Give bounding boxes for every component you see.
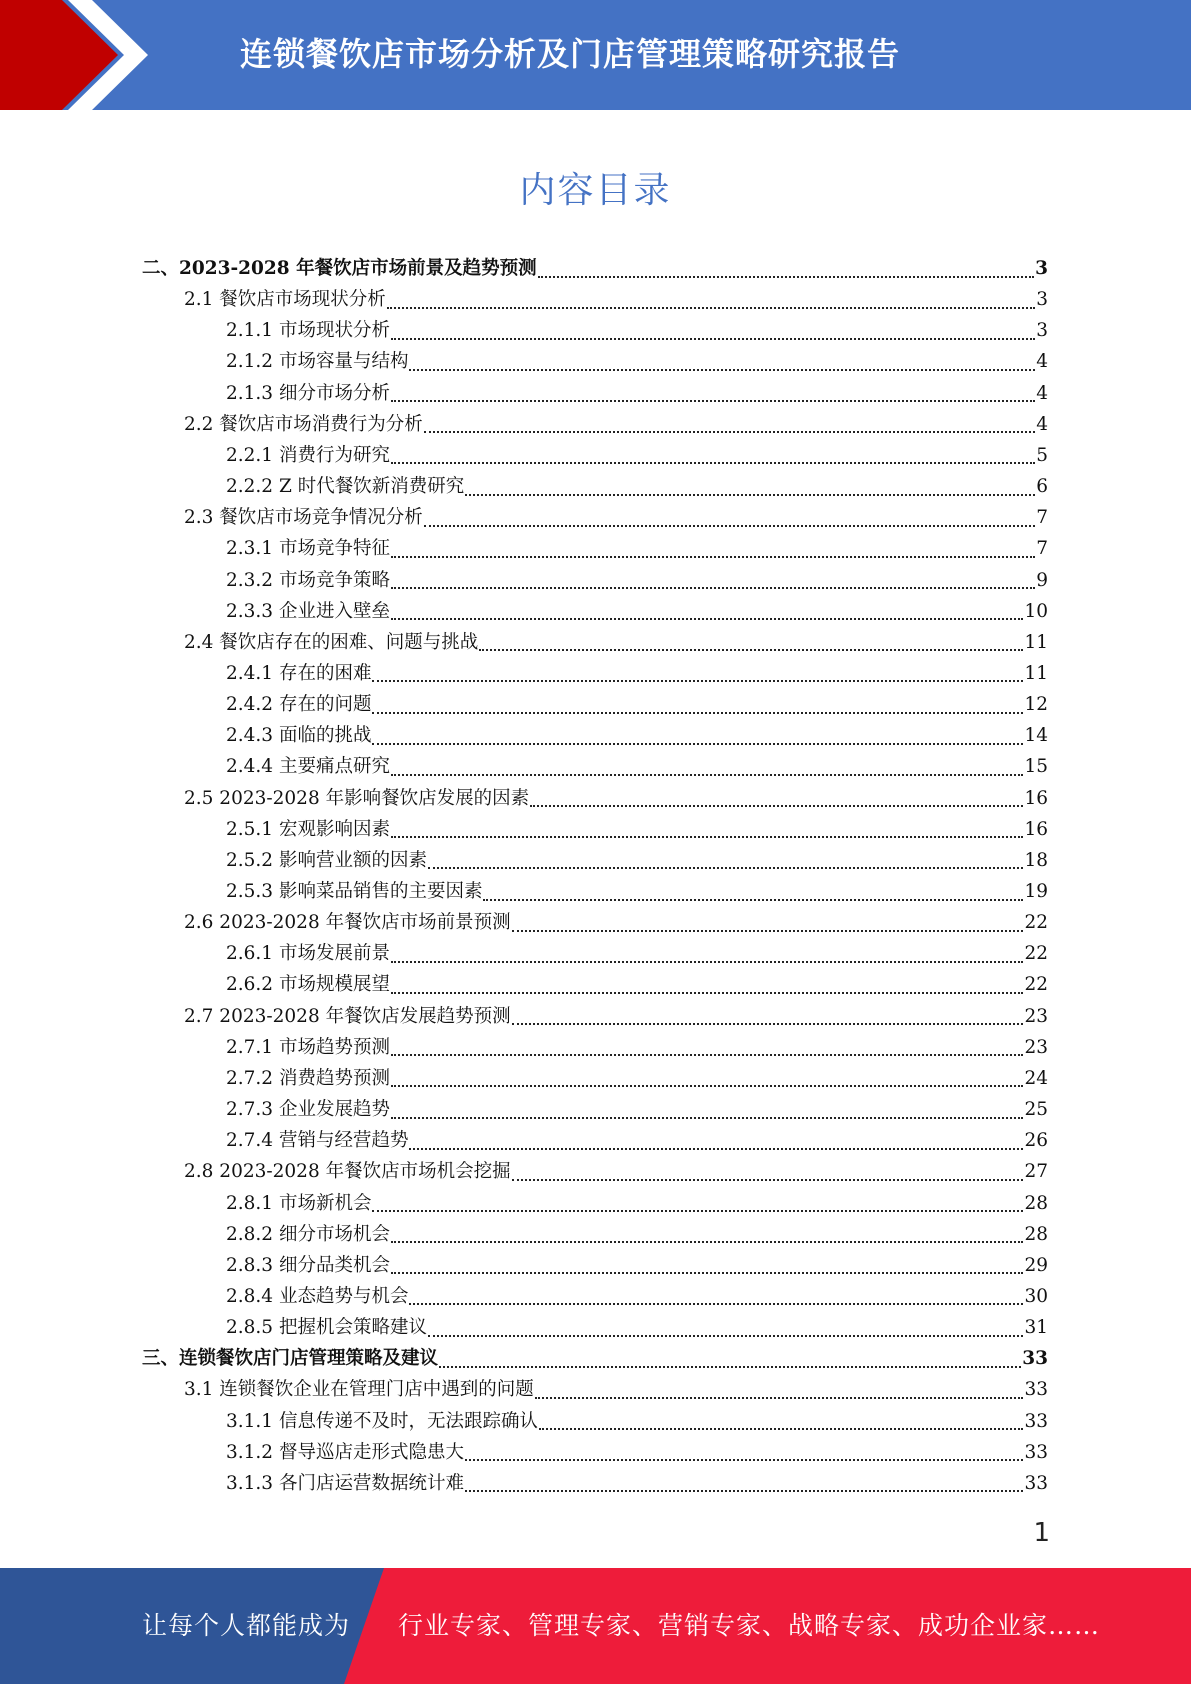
toc-entry[interactable] <box>184 783 1048 814</box>
toc-entry-label: 3.1.2 督导巡店走形式隐患大 <box>226 1441 464 1463</box>
toc-entry-label: 2.5.2 影响营业额的因素 <box>226 849 427 871</box>
toc-entry-page: 7 <box>1036 538 1048 560</box>
toc-entry-label: 3.1.3 各门店运营数据统计难 <box>226 1472 464 1494</box>
toc-entry-label: 2.7.3 企业发展趋势 <box>226 1099 390 1121</box>
toc-entry-page: 23 <box>1024 1005 1048 1027</box>
toc-entry-page: 22 <box>1024 912 1048 934</box>
toc-entry-label: 2.2 餐饮店市场消费行为分析 <box>184 413 423 435</box>
toc-entry[interactable] <box>184 907 1048 938</box>
toc-entry-label: 2.8.4 业态趋势与机会 <box>226 1285 409 1307</box>
toc-dot-leader <box>387 307 1035 309</box>
toc-entry-page: 33 <box>1024 1441 1048 1463</box>
toc-entry[interactable] <box>226 689 1048 720</box>
toc-dot-leader <box>512 930 1024 932</box>
toc-dot-leader <box>465 1459 1023 1461</box>
toc-entry[interactable] <box>184 284 1048 315</box>
toc-entry[interactable] <box>142 253 1048 284</box>
toc-entry-label: 2.1.2 市场容量与结构 <box>226 351 409 373</box>
toc-entry-label: 2.8.1 市场新机会 <box>226 1192 372 1214</box>
toc-dot-leader <box>372 1210 1023 1212</box>
toc-dot-leader <box>391 587 1035 589</box>
toc-entry-label: 2.6.2 市场规模展望 <box>226 974 390 996</box>
toc-entry[interactable] <box>226 1250 1048 1281</box>
toc-dot-leader <box>424 525 1035 527</box>
toc-entry-label: 2.8.5 把握机会策略建议 <box>226 1317 427 1339</box>
toc-entry[interactable] <box>226 814 1048 845</box>
toc-entry-page: 33 <box>1022 1348 1048 1370</box>
toc-dot-leader <box>439 1366 1021 1368</box>
toc-entry-page: 7 <box>1036 507 1048 529</box>
toc-entry-page: 16 <box>1024 787 1048 809</box>
toc-entry-label: 2.7.1 市场趋势预测 <box>226 1036 390 1058</box>
toc-entry-label: 2.8.2 细分市场机会 <box>226 1223 390 1245</box>
toc-entry-label: 2.8.3 细分品类机会 <box>226 1254 390 1276</box>
toc-entry[interactable] <box>226 346 1048 377</box>
toc-dot-leader <box>391 1241 1023 1243</box>
report-title: 连锁餐饮店市场分析及门店管理策略研究报告 <box>240 35 901 73</box>
toc-entry-label: 2.4.3 面临的挑战 <box>226 725 372 747</box>
toc-entry[interactable] <box>226 596 1048 627</box>
header-chevron-decoration <box>0 0 160 110</box>
toc-entry-label: 3.1.1 信息传递不及时，无法跟踪确认 <box>226 1410 538 1432</box>
toc-entry[interactable] <box>226 565 1048 596</box>
toc-entry-page: 14 <box>1024 725 1048 747</box>
toc-entry-page: 28 <box>1024 1223 1048 1245</box>
toc-entry[interactable] <box>226 1312 1048 1343</box>
toc-entry-label: 2.2.1 消费行为研究 <box>226 444 390 466</box>
toc-entry[interactable] <box>226 658 1048 689</box>
toc-dot-leader <box>465 1490 1023 1492</box>
toc-entry[interactable] <box>226 1032 1048 1063</box>
toc-entry-page: 22 <box>1024 943 1048 965</box>
toc-entry[interactable] <box>226 876 1048 907</box>
toc-entry-label: 2.4.1 存在的困难 <box>226 662 372 684</box>
toc-dot-leader <box>483 899 1023 901</box>
toc-entry-page: 15 <box>1024 756 1048 778</box>
toc-dot-leader <box>391 961 1023 963</box>
toc-entry-label: 2.5.3 影响菜品销售的主要因素 <box>226 881 483 902</box>
toc-entry[interactable] <box>226 533 1048 564</box>
toc-entry-label: 2.3.1 市场竞争特征 <box>226 538 390 560</box>
footer-slogan-left: 让每个人都能成为 <box>142 1611 351 1640</box>
toc-entry[interactable] <box>226 751 1048 782</box>
toc-entry-page: 11 <box>1024 662 1048 684</box>
toc-entry-page: 27 <box>1024 1161 1048 1183</box>
toc-dot-leader <box>391 462 1035 464</box>
toc-entry[interactable] <box>184 502 1048 533</box>
toc-entry-label: 2.7.4 营销与经营趋势 <box>226 1130 409 1152</box>
toc-dot-leader <box>424 431 1035 433</box>
toc-entry-label: 2.3.3 企业进入壁垒 <box>226 600 390 622</box>
toc-entry-label: 2.7.2 消费趋势预测 <box>226 1067 390 1089</box>
toc-dot-leader <box>391 1272 1023 1274</box>
toc-dot-leader <box>372 680 1023 682</box>
toc-dot-leader <box>391 1117 1023 1119</box>
toc-entry[interactable] <box>184 409 1048 440</box>
page-header <box>0 0 1191 110</box>
toc-heading: 内容目录 <box>519 170 672 211</box>
toc-dot-leader <box>391 1085 1023 1087</box>
toc-entry-page: 30 <box>1024 1285 1048 1307</box>
page-footer <box>0 1568 1191 1684</box>
toc-entry-page: 33 <box>1024 1472 1048 1494</box>
toc-dot-leader <box>539 1428 1023 1430</box>
toc-entry[interactable] <box>226 471 1048 502</box>
toc-entry-label: 2.8 2023-2028 年餐饮店市场机会挖掘 <box>184 1161 511 1183</box>
toc-dot-leader <box>391 338 1035 340</box>
toc-entry-page: 11 <box>1024 631 1048 653</box>
footer-slogan-right: 行业专家、管理专家、营销专家、战略专家、成功企业家…… <box>398 1611 1101 1640</box>
toc-entry-page: 18 <box>1024 849 1048 871</box>
toc-entry-page: 4 <box>1036 351 1048 373</box>
toc-entry[interactable] <box>226 720 1048 751</box>
toc-entry-page: 3 <box>1035 258 1048 279</box>
toc-entry[interactable] <box>226 1219 1048 1250</box>
toc-entry-page: 4 <box>1036 413 1048 435</box>
toc-entry-page: 3 <box>1036 289 1048 311</box>
toc-entry[interactable] <box>226 1094 1048 1125</box>
toc-entry-label: 2.4.2 存在的问题 <box>226 694 372 716</box>
toc-entry-page: 16 <box>1024 818 1048 840</box>
toc-entry[interactable] <box>226 440 1048 471</box>
toc-entry-label: 三、连锁餐饮店门店管理策略及建议 <box>142 1348 439 1370</box>
toc-entry-page: 25 <box>1024 1099 1048 1121</box>
toc-entry-page: 31 <box>1024 1317 1048 1339</box>
toc-dot-leader <box>428 1335 1023 1337</box>
toc-entry-page: 22 <box>1024 974 1048 996</box>
toc-dot-leader <box>391 774 1023 776</box>
toc-dot-leader <box>512 1023 1024 1025</box>
toc-entry-page: 26 <box>1024 1130 1048 1152</box>
toc-entry-label: 3.1 连锁餐饮企业在管理门店中遇到的问题 <box>184 1379 534 1401</box>
toc-entry-label: 2.4 餐饮店存在的困难、问题与挑战 <box>184 631 479 653</box>
toc-entry-label: 2.6.1 市场发展前景 <box>226 943 390 965</box>
toc-dot-leader <box>372 712 1023 714</box>
toc-entry-label: 2.7 2023-2028 年餐饮店发展趋势预测 <box>184 1005 511 1027</box>
toc-entry-page: 5 <box>1036 444 1048 466</box>
toc-entry-label: 2.1.1 市场现状分析 <box>226 320 390 342</box>
toc-entry[interactable] <box>226 1063 1048 1094</box>
toc-dot-leader <box>538 276 1035 278</box>
toc-entry-label: 2.5 2023-2028 年影响餐饮店发展的因素 <box>184 787 530 809</box>
toc-dot-leader <box>479 649 1023 651</box>
toc-entry[interactable] <box>226 1406 1048 1437</box>
toc-entry[interactable] <box>226 378 1048 409</box>
toc-entry-page: 10 <box>1024 600 1048 622</box>
toc-dot-leader <box>428 867 1023 869</box>
toc-entry[interactable] <box>142 1343 1048 1374</box>
toc-entry[interactable] <box>226 969 1048 1000</box>
toc-entry-page: 33 <box>1024 1410 1048 1432</box>
toc-entry[interactable] <box>226 845 1048 876</box>
toc-entry-label: 2.6 2023-2028 年餐饮店市场前景预测 <box>184 912 511 934</box>
toc-dot-leader <box>409 369 1035 371</box>
toc-entry-label: 二、2023-2028 年餐饮店市场前景及趋势预测 <box>142 258 537 279</box>
toc-entry-page: 33 <box>1024 1379 1048 1401</box>
toc-entry-page: 6 <box>1036 476 1048 498</box>
toc-entry-label: 2.1.3 细分市场分析 <box>226 382 390 404</box>
toc-entry-page: 9 <box>1036 569 1048 591</box>
toc-entry[interactable] <box>184 1156 1048 1187</box>
toc-dot-leader <box>530 805 1023 807</box>
toc-entry-page: 3 <box>1036 320 1048 342</box>
toc-entry-label: 2.1 餐饮店市场现状分析 <box>184 289 386 311</box>
toc-entry-label: 2.5.1 宏观影响因素 <box>226 818 390 840</box>
toc-dot-leader <box>535 1397 1024 1399</box>
toc-entry-page: 12 <box>1024 694 1048 716</box>
toc-entry[interactable] <box>226 1281 1048 1312</box>
toc-entry[interactable] <box>184 1001 1048 1032</box>
toc-entry-page: 29 <box>1024 1254 1048 1276</box>
toc-dot-leader <box>391 992 1023 994</box>
toc-dot-leader <box>391 836 1023 838</box>
toc-dot-leader <box>391 1054 1023 1056</box>
page-number: 1 <box>1033 1518 1050 1548</box>
toc-entry-label: 2.4.4 主要痛点研究 <box>226 756 390 778</box>
toc-entry-page: 23 <box>1024 1036 1048 1058</box>
toc-dot-leader <box>391 618 1023 620</box>
toc-entry[interactable] <box>226 1125 1048 1156</box>
toc-entry[interactable] <box>226 315 1048 346</box>
toc-entry[interactable] <box>184 627 1048 658</box>
toc-entry-page: 24 <box>1024 1067 1048 1089</box>
toc-entry[interactable] <box>226 1188 1048 1219</box>
toc-entry[interactable] <box>184 1374 1048 1405</box>
toc-entry-page: 4 <box>1036 382 1048 404</box>
toc-dot-leader <box>409 1303 1023 1305</box>
toc-dot-leader <box>372 743 1023 745</box>
toc-dot-leader <box>391 400 1035 402</box>
toc-dot-leader <box>409 1148 1023 1150</box>
toc-entry[interactable] <box>226 1437 1048 1468</box>
toc-entry-label: 2.3 餐饮店市场竞争情况分析 <box>184 507 423 529</box>
toc-entry-page: 19 <box>1024 881 1048 902</box>
toc-dot-leader <box>391 556 1035 558</box>
toc-dot-leader <box>512 1179 1024 1181</box>
toc-entry-page: 28 <box>1024 1192 1048 1214</box>
toc-entry-label: 2.2.2 Z 时代餐饮新消费研究 <box>226 476 465 498</box>
toc-entry[interactable] <box>226 1468 1048 1499</box>
toc-dot-leader <box>465 494 1035 496</box>
toc-entry[interactable] <box>226 938 1048 969</box>
toc-entry-label: 2.3.2 市场竞争策略 <box>226 569 390 591</box>
